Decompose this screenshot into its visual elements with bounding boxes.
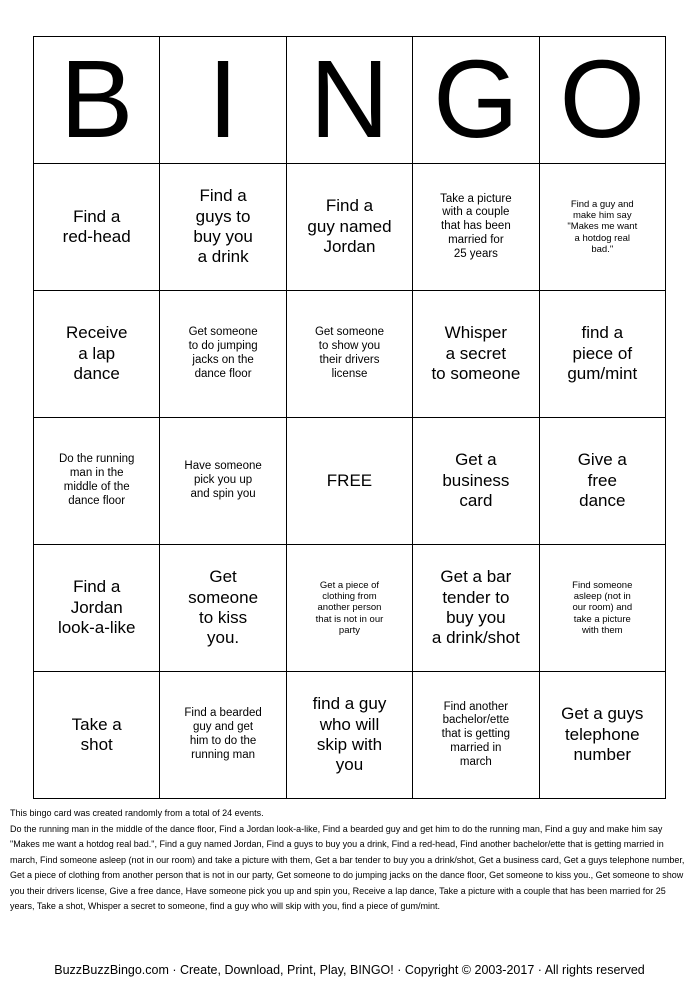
bingo-cell-text: Find a guy and make him say "Makes me want a hotdog real bad." bbox=[567, 198, 638, 256]
bingo-cell-text: Find a guy named Jordan bbox=[307, 196, 392, 257]
bingo-cell-text: Get someone to do jumping jacks on the dance floor bbox=[188, 326, 258, 380]
bingo-cell bbox=[286, 545, 412, 672]
bingo-cell bbox=[34, 672, 160, 799]
bingo-cell-text: find a guy who will skip with you bbox=[312, 694, 387, 775]
bingo-row bbox=[34, 672, 666, 799]
bingo-cell-text: Receive a lap dance bbox=[65, 323, 128, 384]
card-info bbox=[10, 806, 690, 915]
header-letter-o: O bbox=[539, 37, 665, 164]
bingo-row bbox=[34, 164, 666, 291]
bingo-card bbox=[33, 36, 666, 799]
bingo-cell bbox=[34, 545, 160, 672]
bingo-cell bbox=[286, 164, 412, 291]
bingo-cell-text: Whisper a secret to someone bbox=[431, 323, 521, 384]
bingo-cell bbox=[34, 164, 160, 291]
bingo-cell bbox=[34, 418, 160, 545]
bingo-grid bbox=[34, 164, 666, 799]
bingo-cell bbox=[286, 291, 412, 418]
bingo-cell-text: Get someone to show you their drivers license bbox=[314, 326, 384, 380]
bingo-cell bbox=[34, 291, 160, 418]
bingo-cell-text: Have someone pick you up and spin you bbox=[184, 460, 262, 500]
bingo-cell-text: FREE bbox=[326, 470, 373, 490]
bingo-cell bbox=[539, 291, 665, 418]
bingo-cell bbox=[539, 418, 665, 545]
bingo-cell-text: Take a picture with a couple that has been married for 25 years bbox=[440, 192, 512, 260]
bingo-cell-text: Find a red-head bbox=[62, 206, 131, 246]
bingo-cell-text: Get a bar tender to buy you a drink/shot bbox=[431, 567, 520, 648]
bingo-cell-text: Find another bachelor/ette that is getting married in march bbox=[441, 700, 511, 768]
bingo-cell-text: Give a free dance bbox=[577, 450, 627, 511]
bingo-header-row bbox=[34, 37, 666, 164]
bingo-cell bbox=[539, 164, 665, 291]
bingo-cell bbox=[160, 672, 286, 799]
bingo-cell bbox=[413, 164, 539, 291]
bingo-cell-text: find a piece of gum/mint bbox=[567, 323, 638, 384]
bingo-cell-text: Get a business card bbox=[442, 450, 510, 511]
bingo-cell-text: Take a shot bbox=[71, 714, 122, 754]
page-footer: BuzzBuzzBingo.com · Create, Download, Print, Play, BINGO! · Copyright © 2003-2017 · All rights reserved bbox=[54, 963, 645, 977]
bingo-cell bbox=[286, 672, 412, 799]
bingo-row bbox=[34, 418, 666, 545]
bingo-cell-text: Get someone to kiss you. bbox=[188, 567, 259, 648]
bingo-cell bbox=[413, 291, 539, 418]
bingo-cell bbox=[160, 164, 286, 291]
header-letter-b: B bbox=[34, 37, 160, 164]
bingo-cell bbox=[160, 418, 286, 545]
bingo-cell bbox=[160, 545, 286, 672]
bingo-cell bbox=[413, 545, 539, 672]
header-letter-g: G bbox=[413, 37, 539, 164]
bingo-cell-text: Find a guys to buy you a drink bbox=[193, 186, 253, 267]
bingo-cell bbox=[160, 291, 286, 418]
header-letter-i: I bbox=[160, 37, 286, 164]
bingo-cell-text: Get a guys telephone number bbox=[561, 704, 644, 765]
card-info-intro: This bingo card was created randomly from a total of 24 events. bbox=[10, 808, 264, 818]
bingo-cell-text: Get a piece of clothing from another person that is not in our party bbox=[315, 579, 384, 637]
bingo-cell-text: Find a Jordan look-a-like bbox=[57, 577, 136, 638]
bingo-cell-text: Do the running man in the middle of the dance floor bbox=[58, 453, 135, 507]
bingo-cell-text: Find someone asleep (not in our room) and take a picture with them bbox=[572, 579, 633, 637]
bingo-row bbox=[34, 545, 666, 672]
free-space-cell bbox=[286, 418, 412, 545]
bingo-cell-text: Find a bearded guy and get him to do the running man bbox=[184, 707, 262, 761]
bingo-row bbox=[34, 291, 666, 418]
card-info-events: Do the running man in the middle of the dance floor, Find a Jordan look-a-like, Find a bearded guy and get him to do the running man, Find a guy and make him say "Makes me want a hotdog real bad.", Find a guy named Jordan, Find a guys to buy you a drink, Find a red-head, Find another bachelor/ette that is getting married in march, Find someone asleep (not in our room) and take a picture with them, Get a bar tender to buy you a drink/shot, Get a business card, Get a guys telephone number, Get a piece of clothing from another person that is not in our party, Get someone to do jumping jacks on the dance floor, Get someone to kiss you., Get someone to show you their drivers license, Give a free dance, Have someone pick you up and spin you, Receive a lap dance, Take a picture with a couple that has been married for 25 years, Take a shot, Whisper a secret to someone, find a guy who will skip with you, find a piece of gum/mint. bbox=[10, 823, 685, 911]
bingo-cell bbox=[413, 672, 539, 799]
bingo-cell bbox=[539, 545, 665, 672]
bingo-cell bbox=[539, 672, 665, 799]
header-letter-n: N bbox=[286, 37, 412, 164]
bingo-cell bbox=[413, 418, 539, 545]
